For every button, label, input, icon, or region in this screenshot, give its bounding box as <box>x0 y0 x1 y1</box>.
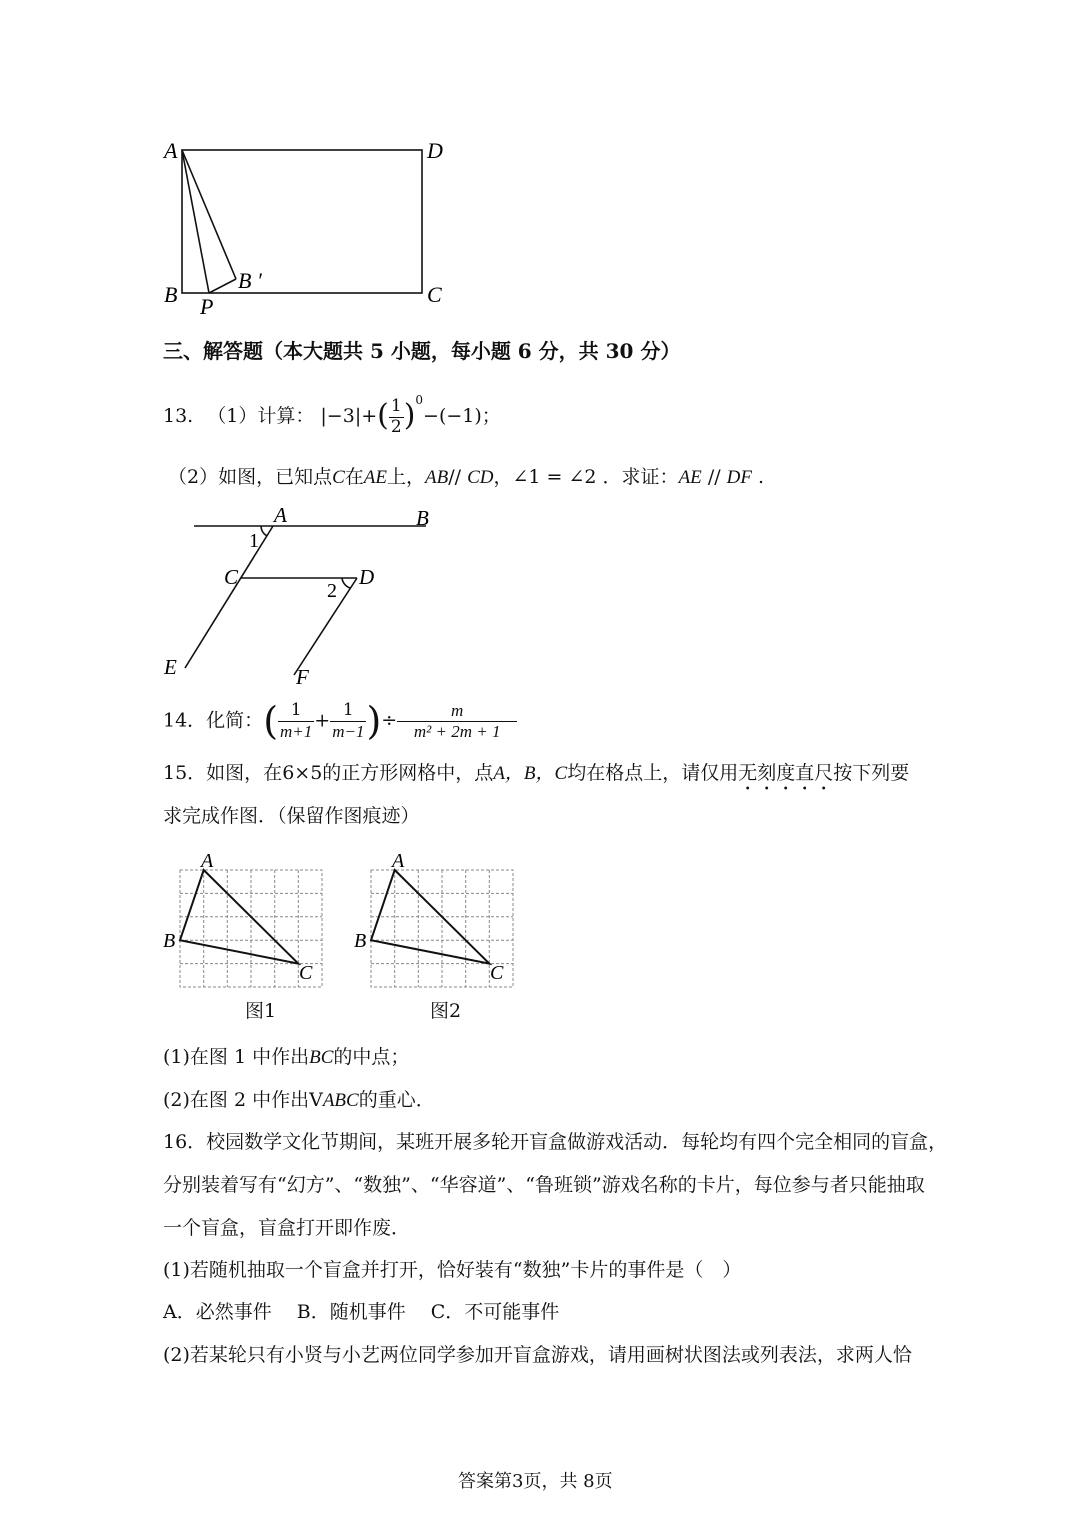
fig2-caption: 图2 <box>430 1000 462 1022</box>
label-A: A <box>201 850 214 872</box>
q13-plus: + <box>361 405 378 427</box>
q13-p2-C: C <box>332 467 345 488</box>
q13-p2-DF: DF <box>726 467 752 488</box>
q13-abs: |−3| <box>320 405 362 427</box>
label-C: C <box>427 282 442 307</box>
q15-text-a: 15．如图，在 <box>163 762 283 784</box>
q14-label: 14．化简： <box>163 709 264 732</box>
q13-number: 13. <box>163 405 194 427</box>
q15-text-c: 均在格点上，请仅用 <box>567 762 739 784</box>
q14-plus: + <box>314 709 331 732</box>
q15-sub1-text-a: (1)在图 1 中作出 <box>163 1046 310 1068</box>
grid-figure-2 <box>351 850 531 1000</box>
q13-p2-text-c: 上， <box>387 466 426 488</box>
q15-line2: 求完成作图．（保留作图痕迹） <box>163 805 420 827</box>
label-B: B <box>164 282 178 307</box>
q16-line1: 16．校园数学文化节期间，某班开展多轮开盲盒做游戏活动．每轮均有四个完全相同的盲盒， <box>163 1131 948 1153</box>
q15-sub2-triangle-symbol: V <box>309 1089 323 1111</box>
q14-fraction-1: $\frac{1}{m+1}$ <box>280 700 313 741</box>
q13-p2-AE-2: AE <box>678 467 702 488</box>
q13-p2-text-a: （2）如图，已知点 <box>168 466 333 488</box>
q13-half-fraction: $\frac{1}{2}$ <box>390 395 402 437</box>
label-A: A <box>392 850 405 872</box>
q14-fraction-2: $\frac{1}{m-1}$ <box>332 700 365 741</box>
q13-p2-text-e: . <box>752 466 765 488</box>
q15-line1 <box>163 762 909 795</box>
label-D: D <box>359 565 375 589</box>
q15-sub2 <box>163 1091 435 1110</box>
q13-p2-CD: CD <box>467 467 494 488</box>
q15-sub2-text-a: (2)在图 2 中作出 <box>163 1089 310 1111</box>
q15-sub1-BC: BC <box>309 1047 334 1068</box>
q14: 14．化简：( $\frac{1}{m+1}$ + $\frac{1}{m-1}$ )÷ $\frac{m}{\text{m² + 2m + 1}}$ <box>163 701 517 741</box>
label-B: B <box>416 506 429 530</box>
q16-sub2: (2)若某轮只有小贤与小艺两位同学参加开盲盒游戏，请用画树状图法或列表法，求两人恰 <box>163 1344 912 1366</box>
q13-part2 <box>168 468 764 487</box>
q16-line2: 分别装着写有“幻方”、“数独”、“华容道”、“鲁班锁”游戏名称的卡片，每位参与者只能抽取 <box>163 1174 925 1196</box>
page-footer: 答案第3页，共 8页 <box>458 1471 613 1492</box>
label-B-prime: B ′ <box>238 268 262 293</box>
q14-fraction-3: $\frac{m}{\text{m² + 2m + 1}}$ <box>397 701 517 741</box>
q13-tail: −(−1)； <box>423 405 501 427</box>
q13-p2-text-d: ，∠1 = ∠2 ．求证： <box>493 466 679 488</box>
q13-p2-parallel-2: // <box>701 466 727 488</box>
label-angle-1: 1 <box>249 530 259 552</box>
q16-sub1: (1)若随机抽取一个盲盒并打开，恰好装有“数独”卡片的事件是（ ） <box>163 1259 742 1281</box>
label-C: C <box>490 962 504 984</box>
q15-sub1 <box>163 1048 409 1067</box>
q15-sub1-text-b: 的中点； <box>333 1046 410 1068</box>
label-angle-2: 2 <box>327 580 337 602</box>
q15-sub2-text-b: 的重心． <box>358 1089 435 1111</box>
grid-figure-1 <box>160 850 340 1000</box>
q16-line3: 一个盲盒，盲盒打开即作废． <box>163 1217 411 1239</box>
q15-text-d: 按下列要 <box>833 762 910 784</box>
q13-exponent: 0 <box>415 393 424 407</box>
rectangle-fold-figure <box>150 130 470 330</box>
label-B: B <box>354 930 367 952</box>
label-E: E <box>164 655 177 679</box>
label-A: A <box>274 503 287 527</box>
section-3-title: 三、解答题（本大题共 5 小题，每小题 6 分，共 30 分） <box>163 339 681 363</box>
q15-grid-size: 6×5 <box>282 762 323 784</box>
q15-points: A，B，C <box>493 763 568 784</box>
label-A: A <box>164 138 178 163</box>
q16-choices: A．必然事件 B．随机事件 C．不可能事件 <box>163 1301 560 1323</box>
q15-emphasis: 无刻度直尺 <box>738 762 834 784</box>
q15-sub2-ABC: ABC <box>322 1090 359 1111</box>
q13-p2-parallel-1: // <box>448 466 468 488</box>
q13-part1: 13. （1）计算： |−3|+( $\frac{1}{2}$ )$^0$−(−1)； <box>163 393 501 437</box>
label-C: C <box>224 565 239 589</box>
parallel-lines-figure <box>150 500 450 695</box>
label-C: C <box>299 962 313 984</box>
label-D: D <box>427 138 443 163</box>
q13-p1-prefix: （1）计算： <box>207 405 315 427</box>
label-B: B <box>163 930 176 952</box>
q13-p2-text-b: 在 <box>344 466 364 488</box>
fig1-caption: 图1 <box>245 1000 277 1022</box>
q14-divide: ÷ <box>381 709 398 732</box>
q13-p2-AE: AE <box>363 467 388 488</box>
q15-text-b: 的正方形网格中，点 <box>322 762 494 784</box>
label-P: P <box>200 294 214 319</box>
label-F: F <box>296 665 309 689</box>
q13-p2-AB: AB <box>425 467 449 488</box>
